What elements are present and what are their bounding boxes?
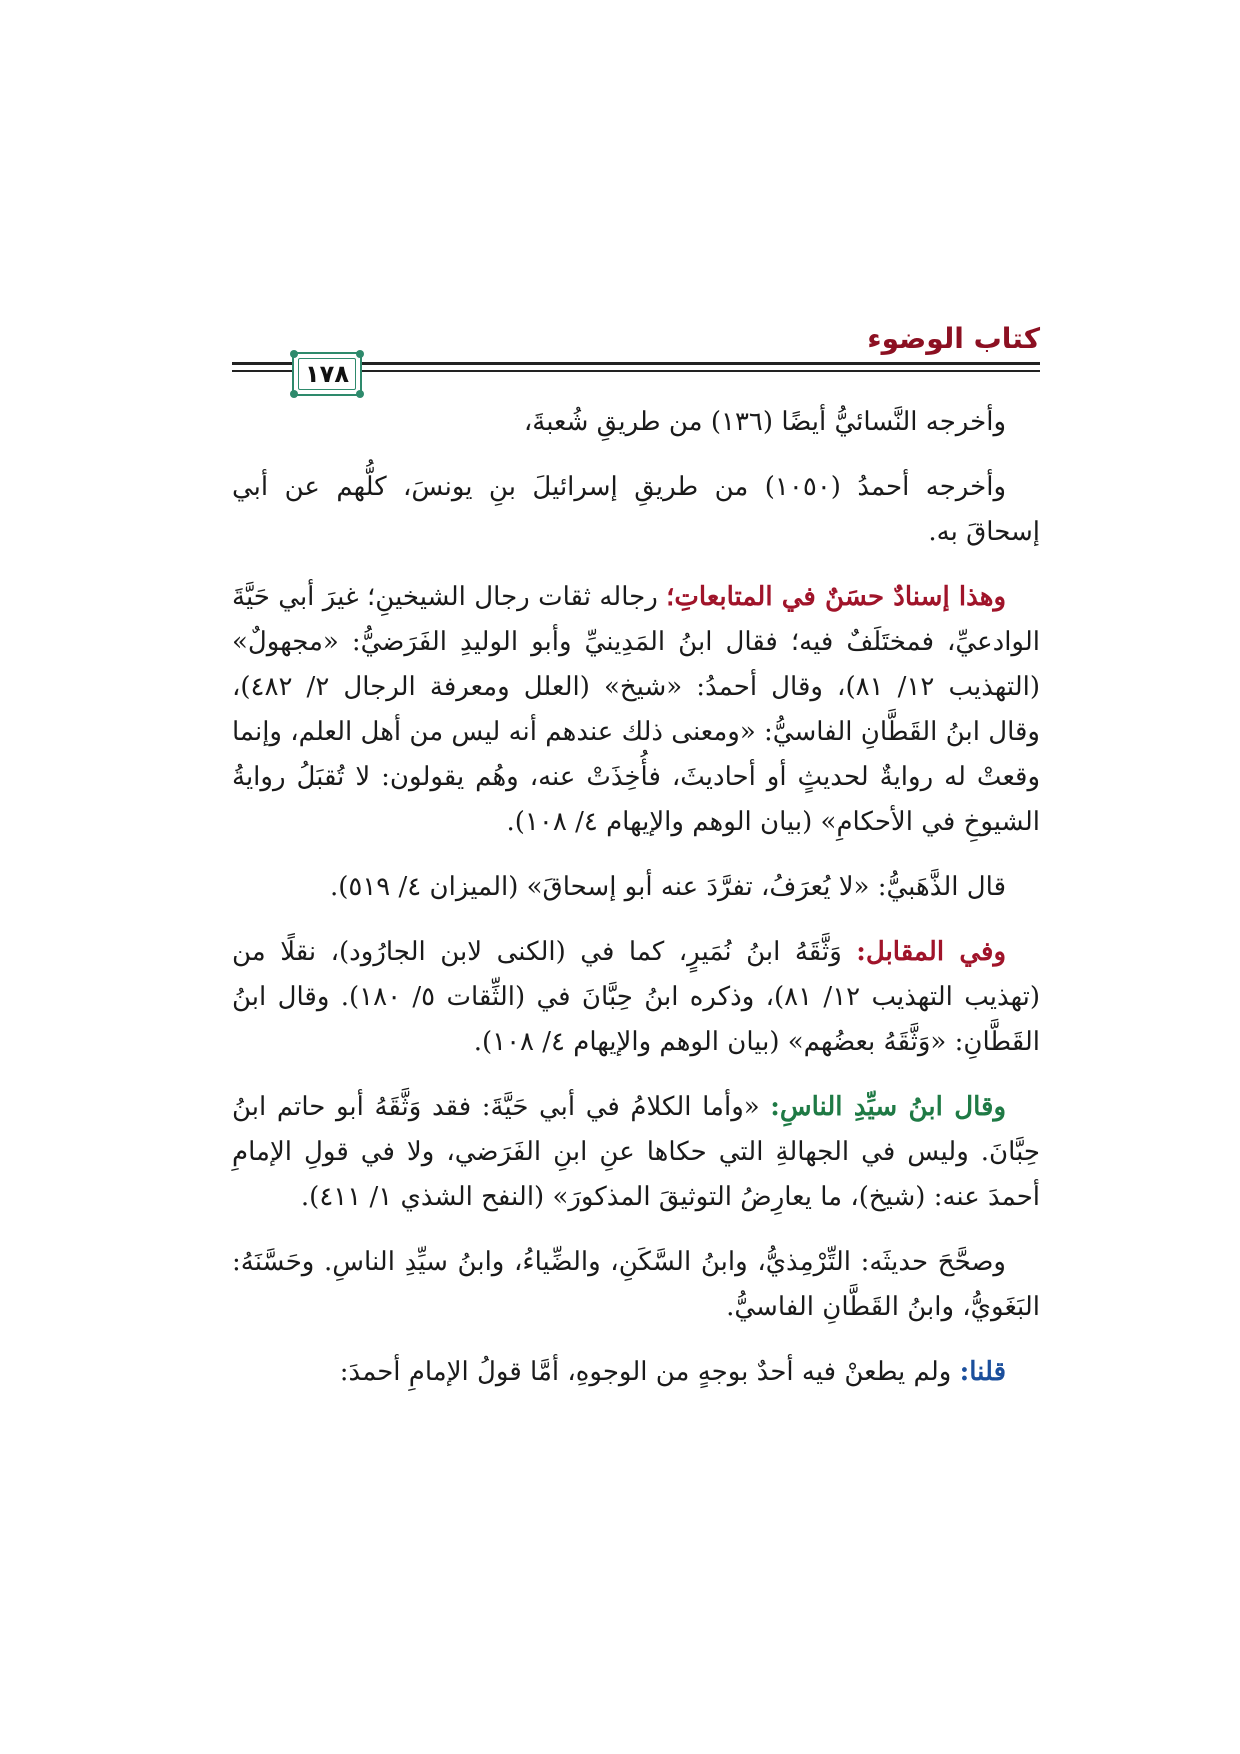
paragraph-lead: وفي المقابل: [856, 937, 1007, 967]
paragraph-lead: وقال ابنُ سيِّدِ الناسِ: [770, 1092, 1006, 1122]
paragraph-text: وَثَّقَهُ ابنُ نُمَيرٍ، كما في (الكنى لابن الجارُود)، نقلًا من (تهذيب التهذيب ١٢/ ٨١)، وذكره ابنُ حِبَّانَ في (الثِّقات ٥/ ١٨٠). وقال ابنُ القَطَّانِ: «وَثَّقَهُ بعضُهم» (بيان الوهم والإيهام ٤/ ١٠٨). [232, 937, 1040, 1057]
paragraph [232, 1350, 1040, 1395]
paragraph: وأخرجه النَّسائيُّ أيضًا (١٣٦) من طريقِ شُعبةَ، [523, 407, 1006, 437]
badge-corner-ornament [356, 350, 364, 358]
badge-corner-ornament [290, 350, 298, 358]
badge-corner-ornament [356, 390, 364, 398]
paragraph: قال الذَّهَبيُّ: «لا يُعرَفُ، تفرَّدَ عنه أبو إسحاقَ» (الميزان ٤/ ٥١٩). [329, 872, 1006, 902]
page-body [232, 400, 1040, 1415]
paragraph-text: ولم يطعنْ فيه أحدٌ بوجهٍ من الوجوهِ، أمَّا قولُ الإمامِ أحمدَ: [339, 1357, 960, 1387]
page-header [232, 312, 1040, 392]
page-number-badge [292, 352, 362, 396]
paragraph-text: «وأما الكلامُ في أبي حَيَّةَ: فقد وَثَّقَهُ أبو حاتم ابنُ حِبَّانَ. وليس في الجهالةِ التي حكاها عنِ ابنِ الفَرَضي، ولا في قولِ الإمامِ أحمدَ عنه: (شيخ)، ما يعارِضُ التوثيقَ المذكورَ» (النفح الشذي ١/ ٤١١). [232, 1092, 1040, 1212]
badge-corner-ornament [290, 390, 298, 398]
paragraph-text: رجاله ثقات رجال الشيخينِ؛ غيرَ أبي حَيَّةَ الوادعيِّ، فمختَلَفٌ فيه؛ فقال ابنُ المَدِينيِّ وأبو الوليدِ الفَرَضيُّ: «مجهولٌ» (التهذيب ١٢/ ٨١)، وقال أحمدُ: «شيخ» (العلل ومعرفة الرجال ٢/ ٤٨٢)، وقال ابنُ القَطَّانِ الفاسيُّ: «ومعنى ذلك عندهم أنه ليس من أهل العلم، وإنما وقعتْ له روايةٌ لحديثٍ أو أحاديثَ، فأُخِذَتْ عنه، وهُم يقولون: لا تُقبَلُ روايةُ الشيوخِ في الأحكامِ» (بيان الوهم والإيهام ٤/ ١٠٨). [232, 582, 1040, 837]
paragraph [232, 1085, 1040, 1220]
page-number: ١٧٨ [305, 360, 349, 388]
paragraph [232, 575, 1040, 845]
paragraph: وصحَّحَ حديثَه: التِّرْمِذيُّ، وابنُ السَّكَنِ، والضِّياءُ، وابنُ سيِّدِ الناسِ. وحَسَّنَهُ: البَغَويُّ، وابنُ القَطَّانِ الفاسيُّ. [232, 1247, 1040, 1322]
paragraph: وأخرجه أحمدُ (١٠٥٠) من طريقِ إسرائيلَ بنِ يونسَ، كلُّهم عن أبي إسحاقَ به. [232, 472, 1040, 547]
paragraph-lead: قلنا: [959, 1357, 1006, 1387]
paragraph-lead: وهذا إسنادٌ حسَنٌ في المتابعاتِ؛ [666, 582, 1007, 612]
book-title: كتاب الوضوء [867, 322, 1040, 355]
paragraph [232, 930, 1040, 1065]
